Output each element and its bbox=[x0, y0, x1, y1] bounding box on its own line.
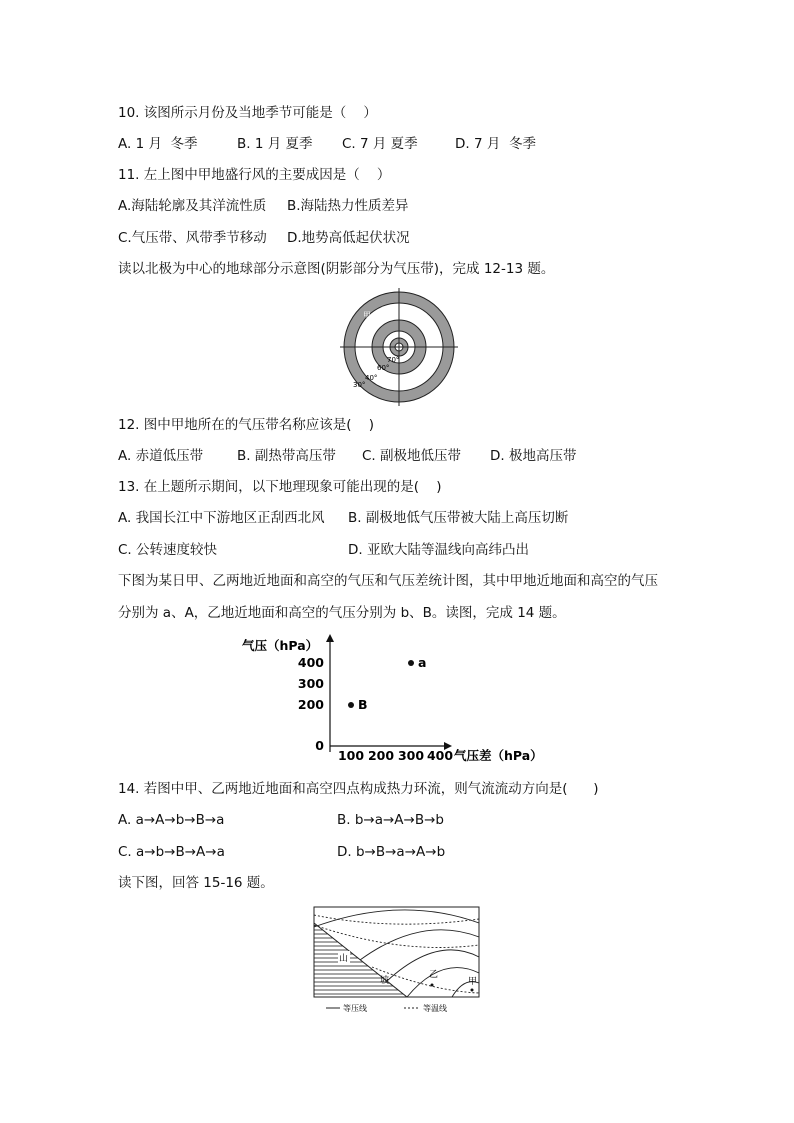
data-point-a bbox=[408, 660, 414, 666]
q12-option-c: C. 副极地低压带 bbox=[362, 448, 462, 464]
intro-14-line2: 分别为 a、A，乙地近地面和高空的气压分别为 b、B。读图，完成 14 题。 bbox=[118, 605, 566, 621]
q13-option-a: A. 我国长江中下游地区正刮西北风 bbox=[118, 510, 325, 526]
q13-option-b: B. 副极地低气压带被大陆上高压切断 bbox=[348, 510, 569, 526]
q13-option-d: D. 亚欧大陆等温线向高纬凸出 bbox=[348, 542, 529, 558]
intro-15-16: 读下图，回答 15-16 题。 bbox=[118, 875, 274, 891]
pressure-scatter-chart bbox=[236, 630, 566, 765]
q13-stem: 13. 在上题所示期间，以下地理现象可能出现的是( ) bbox=[118, 479, 442, 495]
x-tick-label: 200 bbox=[367, 748, 395, 763]
intro-12-13: 读以北极为中心的地球部分示意图(阴影部分为气压带)，完成 12-13 题。 bbox=[118, 261, 555, 277]
q14-stem: 14. 若图中甲、乙两地近地面和高空四点构成热力环流，则气流流动方向是( ) bbox=[118, 781, 599, 797]
y-tick-label: 400 bbox=[297, 655, 324, 670]
data-point-label-B: B bbox=[358, 697, 368, 712]
label-jia: 甲 bbox=[363, 311, 371, 320]
q10-option-a: A. 1 月 冬季 bbox=[118, 136, 198, 152]
q14-option-a: A. a→A→b→B→a bbox=[118, 812, 225, 828]
q13-option-c: C. 公转速度较快 bbox=[118, 542, 218, 558]
polar-pressure-belt-figure bbox=[340, 288, 462, 408]
q11-option-b: B.海陆热力性质差异 bbox=[287, 198, 409, 214]
q14-option-d: D. b→B→a→A→b bbox=[337, 844, 446, 860]
point-yi bbox=[431, 984, 434, 987]
y-axis-arrow bbox=[326, 634, 334, 642]
x-tick-label: 400 bbox=[426, 748, 454, 763]
lat-label-30: 30° bbox=[353, 381, 366, 389]
mountain-slope-figure bbox=[312, 905, 482, 1015]
y-axis-label: 气压（hPa） bbox=[242, 638, 319, 653]
y-tick-label: 200 bbox=[297, 697, 324, 712]
q12-option-a: A. 赤道低压带 bbox=[118, 448, 204, 464]
q12-option-d: D. 极地高压带 bbox=[490, 448, 577, 464]
lat-label-40: 40° bbox=[365, 374, 378, 382]
q12-stem: 12. 图中甲地所在的气压带名称应该是( ) bbox=[118, 417, 374, 433]
q11-option-a: A.海陆轮廓及其洋流性质 bbox=[118, 198, 267, 214]
q14-option-b: B. b→a→A→B→b bbox=[337, 812, 444, 828]
label-mountain: 山 bbox=[339, 954, 349, 964]
data-point-B bbox=[348, 702, 354, 708]
y-tick-label: 300 bbox=[297, 676, 324, 691]
q10-stem: 10. 该图所示月份及当地季节可能是（ ） bbox=[118, 105, 377, 121]
intro-14-line1: 下图为某日甲、乙两地近地面和高空的气压和气压差统计图，其中甲地近地面和高空的气压 bbox=[118, 573, 658, 589]
q12-option-b: B. 副热带高压带 bbox=[237, 448, 336, 464]
point-jia bbox=[471, 989, 474, 992]
lat-label-70: 70° bbox=[387, 356, 400, 364]
q14-option-c: C. a→b→B→A→a bbox=[118, 844, 225, 860]
q11-stem: 11. 左上图中甲地盛行风的主要成因是（ ） bbox=[118, 167, 391, 183]
y-tick-label: 0 bbox=[315, 738, 324, 753]
x-tick-label: 300 bbox=[397, 748, 425, 763]
label-jia-fig3: 甲 bbox=[468, 977, 478, 987]
lat-label-60: 60° bbox=[377, 364, 390, 372]
legend-isobar-label: 等压线 bbox=[343, 1004, 367, 1013]
legend-isotherm-label: 等温线 bbox=[423, 1004, 447, 1013]
q11-option-c: C.气压带、风带季节移动 bbox=[118, 230, 267, 246]
x-tick-label: 100 bbox=[337, 748, 365, 763]
data-point-label-a: a bbox=[418, 655, 427, 670]
q10-option-c: C. 7 月 夏季 bbox=[342, 136, 418, 152]
q11-option-d: D.地势高低起伏状况 bbox=[287, 230, 410, 246]
label-slope: 坡 bbox=[380, 976, 390, 986]
q10-option-d: D. 7 月 冬季 bbox=[455, 136, 536, 152]
label-yi: 乙 bbox=[429, 970, 439, 980]
x-axis-label: 气压差（hPa） bbox=[454, 748, 543, 763]
q10-option-b: B. 1 月 夏季 bbox=[237, 136, 313, 152]
